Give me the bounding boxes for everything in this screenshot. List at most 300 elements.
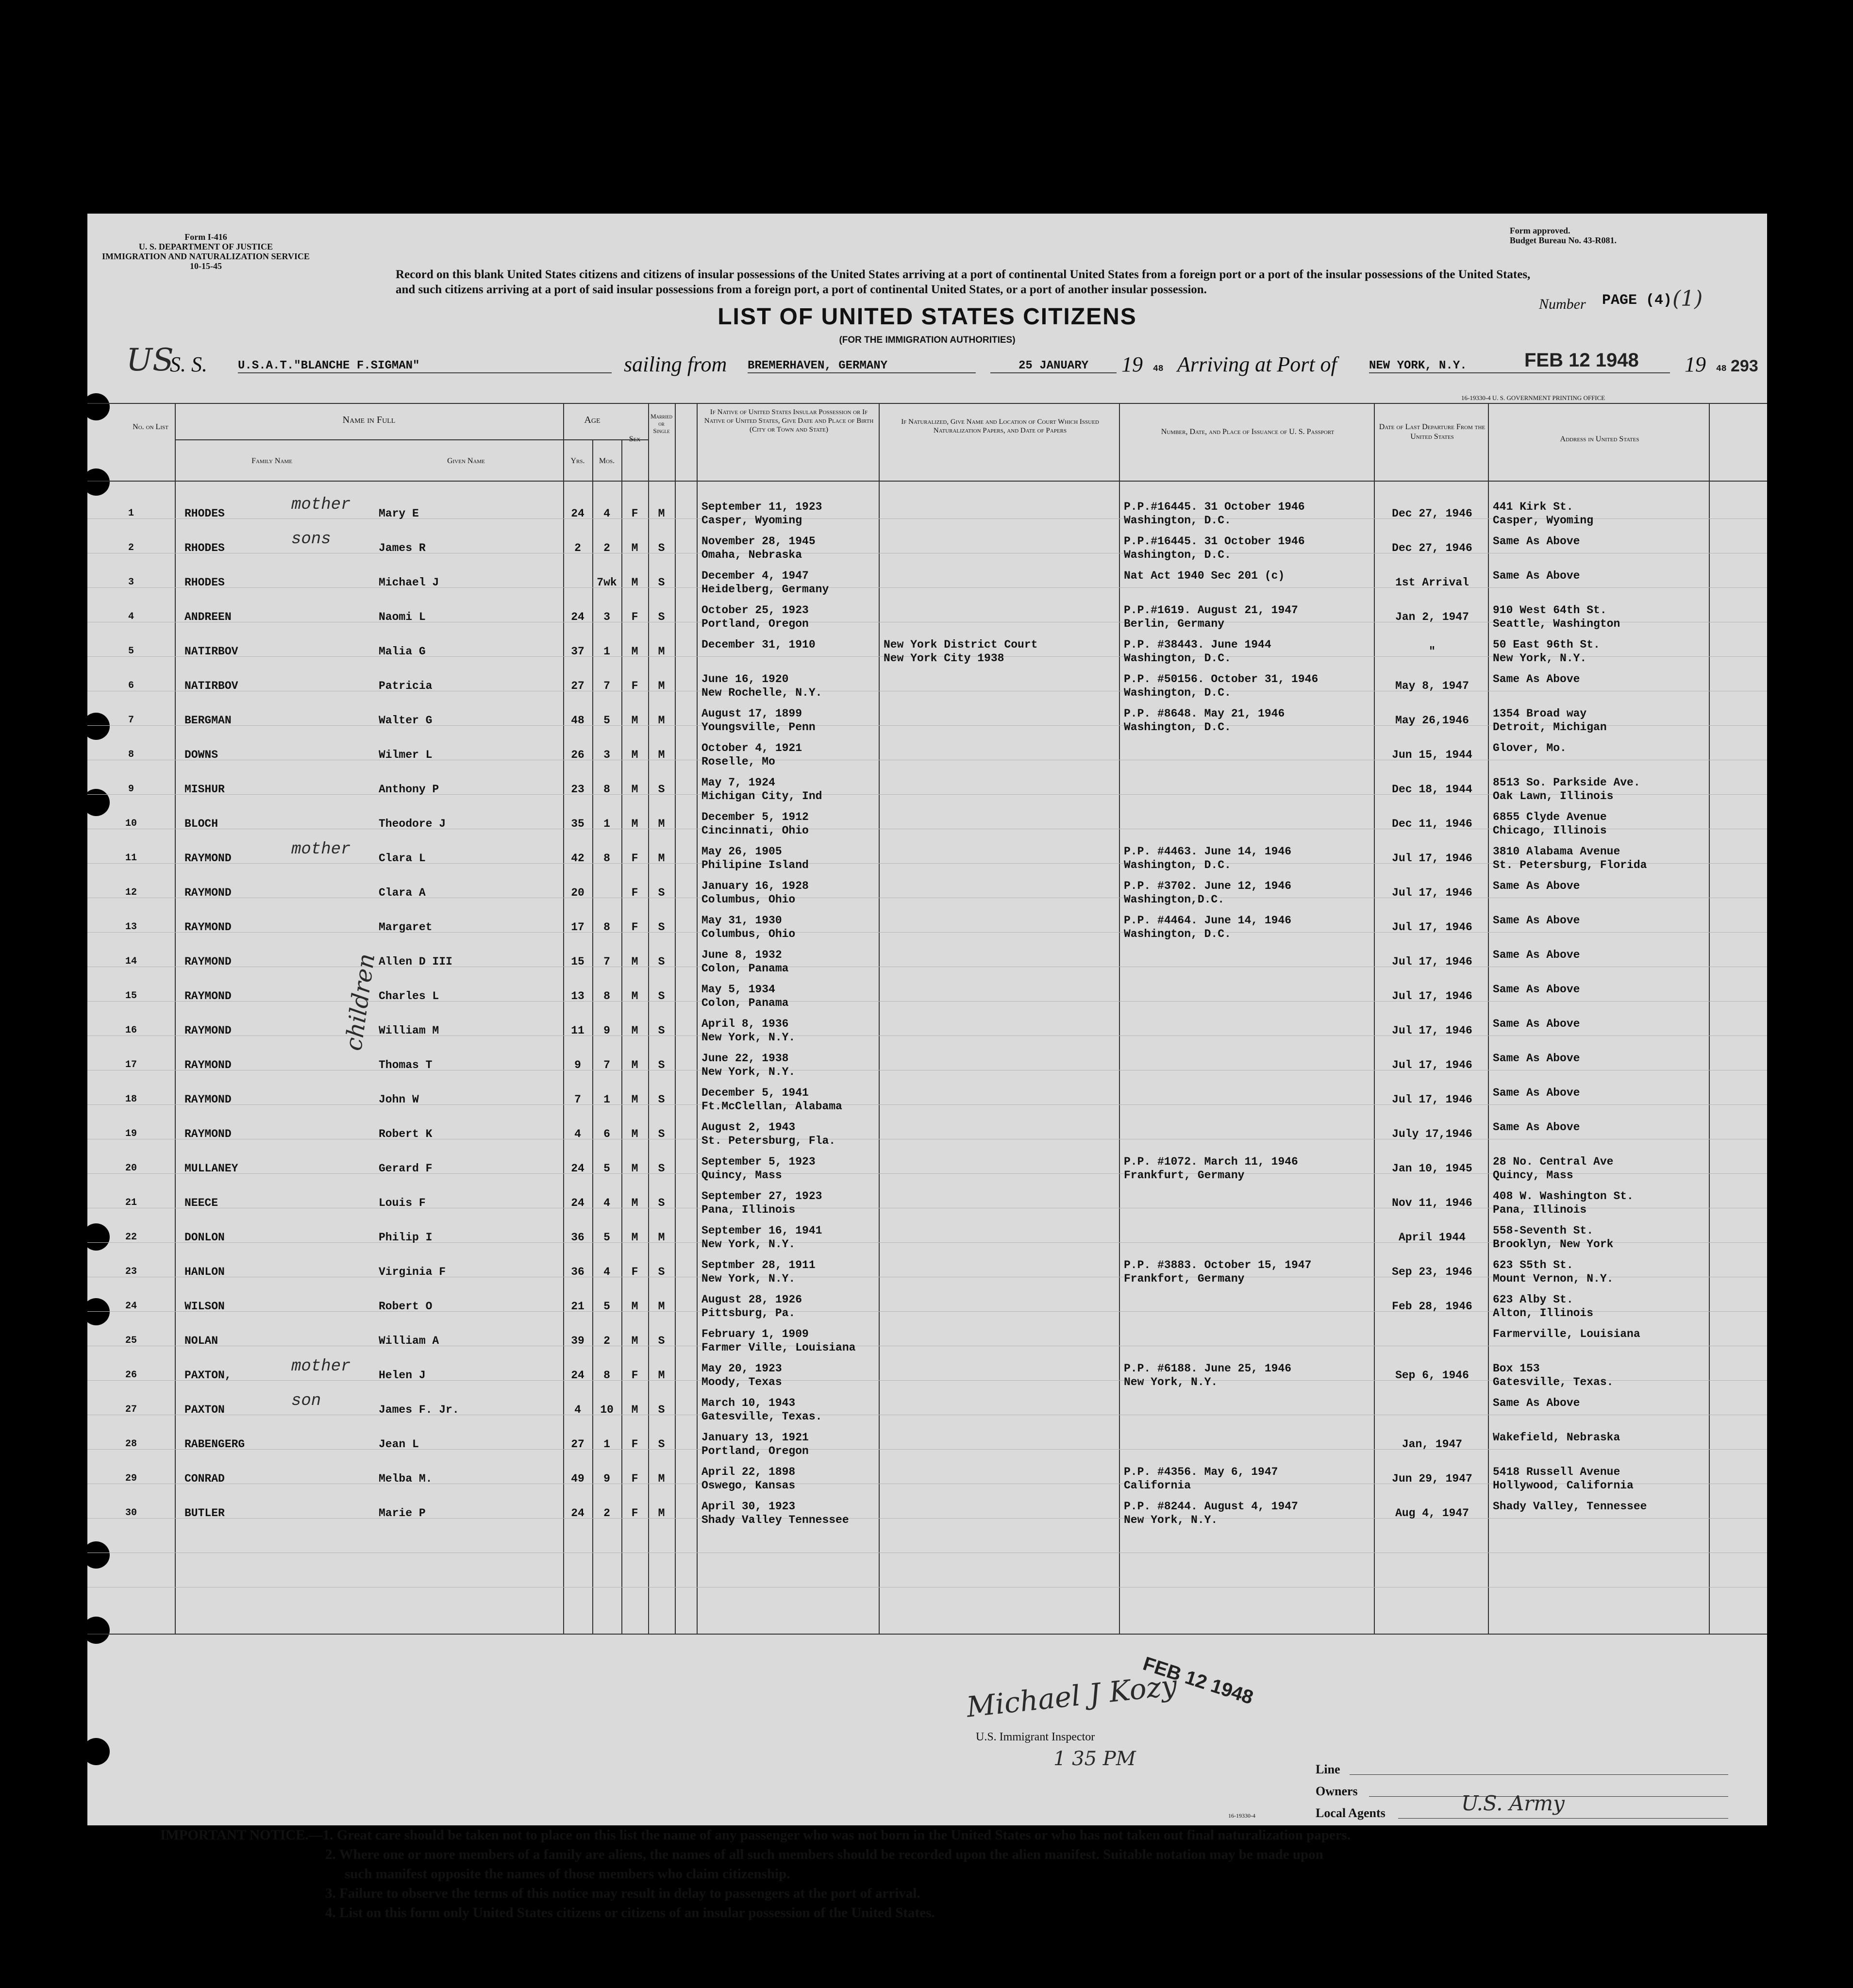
row-mos: 7 (603, 1059, 610, 1071)
row-birth1: September 27, 1923 (701, 1190, 822, 1203)
row-birth1: August 17, 1899 (701, 707, 802, 720)
row-ms: M (658, 1369, 665, 1382)
row-birth2: Colon, Panama (701, 962, 789, 975)
row-dep: Jul 17, 1946 (1392, 1059, 1472, 1071)
row-birth2: Gatesville, Texas. (701, 1410, 822, 1423)
row-family: RAYMOND (184, 1128, 232, 1140)
row-mos: 3 (603, 611, 610, 623)
row-mos: 8 (603, 783, 610, 796)
row-mos: 1 (603, 645, 610, 658)
row-sex: M (631, 990, 638, 1002)
row-yrs: 17 (571, 921, 584, 934)
table-bottom-rule (87, 1634, 1767, 1635)
ss-label: S. S. (170, 352, 207, 376)
row-mos: 10 (600, 1403, 614, 1416)
row-given: Naomi L (379, 611, 426, 623)
row-birth2: New York, N.Y. (701, 1031, 796, 1044)
row-dep: Jul 17, 1946 (1392, 1024, 1472, 1037)
header-years: Yrs. (570, 457, 585, 465)
row-yrs: 13 (571, 990, 584, 1002)
row-birth2: St. Petersburg, Fla. (701, 1135, 836, 1147)
row-no: 8 (128, 749, 134, 760)
row-birth1: Septmber 28, 1911 (701, 1259, 816, 1271)
row-addr1: 50 East 96th St. (1493, 638, 1600, 651)
row-family: RHODES (184, 576, 225, 589)
row-mos: 1 (603, 1438, 610, 1451)
arrival-port: NEW YORK, N.Y. (1369, 359, 1670, 373)
row-given: Theodore J (379, 818, 446, 830)
departure-port: BREMERHAVEN, GERMANY (748, 359, 976, 373)
row-pp1: P.P. #50156. October 31, 1946 (1124, 673, 1319, 685)
row-family: RAYMOND (184, 955, 232, 968)
row-mos: 7wk (597, 576, 617, 589)
row-addr1: Same As Above (1493, 1121, 1580, 1134)
row-yrs: 26 (571, 749, 584, 761)
row-yrs: 39 (571, 1335, 584, 1347)
row-ms: S (658, 990, 665, 1002)
row-ms: S (658, 576, 665, 589)
row-no: 22 (125, 1232, 137, 1243)
row-birth2: Colon, Panama (701, 997, 789, 1009)
printing-office-code: 16-19330-4 U. S. GOVERNMENT PRINTING OFFICE (1461, 394, 1605, 401)
row-dep: Feb 28, 1946 (1392, 1300, 1472, 1313)
form-identification: Form I-416 U. S. DEPARTMENT OF JUSTICE IMMIGRATION AND NATURALIZATION SERVICE 10-15-45 (102, 232, 310, 271)
row-sex: M (631, 1231, 638, 1244)
row-pp1: P.P.#16445. 31 October 1946 (1124, 501, 1305, 513)
row-addr2: Oak Lawn, Illinois (1493, 790, 1614, 802)
row-yrs: 36 (571, 1231, 584, 1244)
row-family: ANDREEN (184, 611, 232, 623)
header-address: Address in United States (1560, 435, 1639, 443)
row-birth1: August 2, 1943 (701, 1121, 796, 1134)
row-birth2: New York, N.Y. (701, 1272, 796, 1285)
name-age-subheader-rule (175, 439, 648, 440)
row-birth1: April 22, 1898 (701, 1466, 796, 1478)
row-addr2: Brooklyn, New York (1493, 1238, 1614, 1251)
row-yrs: 20 (571, 886, 584, 899)
row-given: Walter G (379, 714, 433, 727)
row-birth1: December 31, 1910 (701, 638, 816, 651)
row-note: mother (291, 1357, 351, 1376)
row-birth1: March 10, 1943 (701, 1397, 796, 1409)
row-yrs: 21 (571, 1300, 584, 1313)
form-instructions: Record on this blank United States citizens and citizens of insular possessions of the United States arriving at a port of continental United States from a foreign port or a port of the insular possessions of the United States, and such citizens arriving at a port of said insular possessions from a foreign port, a port of continental United States, or a port of another insular possession. (396, 268, 1531, 296)
row-addr2: Hollywood, California (1493, 1479, 1634, 1492)
row-sex: M (631, 542, 638, 554)
row-birth1: June 22, 1938 (701, 1052, 789, 1065)
row-dep: Aug 4, 1947 (1395, 1507, 1469, 1520)
row-birth2: Shady Valley Tennessee (701, 1514, 849, 1526)
row-birth1: October 25, 1923 (701, 604, 809, 617)
row-family: NEECE (184, 1197, 218, 1209)
inspector-date-stamp: FEB 12 1948 (1140, 1653, 1256, 1709)
row-no: 6 (128, 680, 134, 691)
row-sex: M (631, 1335, 638, 1347)
row-given: Charles L (379, 990, 439, 1002)
row-no: 24 (125, 1301, 137, 1312)
row-birth2: Omaha, Nebraska (701, 549, 802, 561)
row-birth1: May 20, 1923 (701, 1362, 782, 1375)
row-family: BUTLER (184, 1507, 225, 1520)
row-no: 5 (128, 646, 134, 657)
row-ms: S (658, 542, 665, 554)
row-dep: Jan, 1947 (1402, 1438, 1463, 1451)
row-addr1: Same As Above (1493, 914, 1580, 927)
row-pp2: Washington, D.C. (1124, 686, 1231, 699)
line-field-rule (1350, 1774, 1728, 1775)
row-addr1: Same As Above (1493, 949, 1580, 961)
children-note: children (340, 952, 381, 1052)
row-pp2: Frankfort, Germany (1124, 1272, 1245, 1285)
row-given: Allen D III (379, 955, 452, 968)
row-family: NATIRBOV (184, 645, 238, 658)
binder-hole-icon (83, 1541, 110, 1569)
row-sex: M (631, 1024, 638, 1037)
binder-hole-icon (83, 393, 110, 420)
row-given: Marie P (379, 1507, 426, 1520)
row-mos: 4 (603, 507, 610, 520)
row-no: 3 (128, 577, 134, 588)
row-mos: 5 (603, 1300, 610, 1313)
row-yrs: 15 (571, 955, 584, 968)
notice-item-4: 4. List on this form only United States citizens or citizens of an insular possession of the United States. (325, 1905, 935, 1921)
row-no: 25 (125, 1335, 137, 1346)
row-no: 12 (125, 887, 137, 898)
row-birth1: October 4, 1921 (701, 742, 802, 754)
row-sex: F (631, 886, 638, 899)
row-addr1: 623 Alby St. (1493, 1293, 1573, 1306)
row-dep: Dec 27, 1946 (1392, 507, 1472, 520)
header-family-name: Family Name (251, 457, 292, 465)
row-ms: S (658, 611, 665, 623)
row-yrs: 48 (571, 714, 584, 727)
row-addr1: 558-Seventh St. (1493, 1224, 1594, 1237)
row-addr2: Seattle, Washington (1493, 618, 1620, 630)
row-addr1: Same As Above (1493, 535, 1580, 548)
row-yrs: 24 (571, 611, 584, 623)
row-ms: S (658, 1128, 665, 1140)
row-family: BLOCH (184, 818, 218, 830)
row-addr1: Same As Above (1493, 880, 1580, 892)
row-no: 30 (125, 1507, 137, 1519)
row-no: 26 (125, 1370, 137, 1381)
row-sex: M (631, 1300, 638, 1313)
row-mos: 5 (603, 1162, 610, 1175)
row-family: BERGMAN (184, 714, 232, 727)
row-pp2: Washington, D.C. (1124, 652, 1231, 665)
row-family: DOWNS (184, 749, 218, 761)
header-list-number: No. on List (133, 423, 168, 431)
row-pp1: P.P. #3702. June 12, 1946 (1124, 880, 1292, 892)
notice-item-3: 3. Failure to observe the terms of this notice may result in delay to passengers at the port of arrival. (325, 1886, 920, 1901)
row-no: 18 (125, 1094, 137, 1105)
row-family: RAYMOND (184, 921, 232, 934)
form-title: LIST OF UNITED STATES CITIZENS (718, 304, 1137, 330)
row-given: Robert K (379, 1128, 433, 1140)
row-note: mother (291, 840, 351, 859)
row-sex: F (631, 1472, 638, 1485)
row-no: 15 (125, 990, 137, 1002)
row-family: RHODES (184, 542, 225, 554)
row-ms: M (658, 1300, 665, 1313)
row-addr2: Detroit, Michigan (1493, 721, 1607, 734)
row-pp1: P.P. #6188. June 25, 1946 (1124, 1362, 1292, 1375)
row-family: PAXTON (184, 1403, 225, 1416)
row-dep: Jul 17, 1946 (1392, 1093, 1472, 1106)
row-ms: S (658, 886, 665, 899)
row-ms: M (658, 749, 665, 761)
row-family: RABENGERG (184, 1438, 245, 1451)
row-birth1: December 5, 1941 (701, 1086, 809, 1099)
row-sex: M (631, 1162, 638, 1175)
page-number: PAGE (4) (1602, 292, 1672, 309)
row-birth2: Pittsburg, Pa. (701, 1307, 796, 1320)
row-yrs: 23 (571, 783, 584, 796)
footer-print-code: 16-19330-4 (1228, 1812, 1255, 1819)
row-no: 7 (128, 715, 134, 726)
row-mos: 1 (603, 1093, 610, 1106)
row-family: RAYMOND (184, 990, 232, 1002)
row-addr2: New York, N.Y. (1493, 652, 1587, 665)
row-mos: 2 (603, 1335, 610, 1347)
row-addr1: Same As Above (1493, 1052, 1580, 1065)
row-addr1: Wakefield, Nebraska (1493, 1431, 1620, 1444)
row-sex: M (631, 818, 638, 830)
row-mos: 3 (603, 749, 610, 761)
row-birth1: February 1, 1909 (701, 1328, 809, 1340)
row-dep: Sep 6, 1946 (1395, 1369, 1469, 1382)
row-addr2: Pana, Illinois (1493, 1203, 1587, 1216)
row-dep: Dec 18, 1944 (1392, 783, 1472, 796)
row-given: Clara L (379, 852, 426, 865)
notice-item-2-cont: such manifest opposite the names of those members who claim citizenship. (345, 1866, 790, 1882)
row-birth1: September 11, 1923 (701, 501, 822, 513)
row-sex: M (631, 783, 638, 796)
row-ms: M (658, 1472, 665, 1485)
row-given: Mary E (379, 507, 419, 520)
row-sex: M (631, 1197, 638, 1209)
row-dep: Jul 17, 1946 (1392, 955, 1472, 968)
row-pp1: P.P. #4463. June 14, 1946 (1124, 845, 1292, 858)
row-note: son (291, 1392, 321, 1410)
binder-hole-icon (83, 1617, 110, 1644)
header-birth: If Native of United States Insular Possession or If Native of United States, Give Date and Place of Birth (City or Town and State) (704, 408, 874, 434)
row-family: RAYMOND (184, 886, 232, 899)
row-birth2: New York, N.Y. (701, 1238, 796, 1251)
row-pp2: Washington,D.C. (1124, 893, 1225, 906)
row-pp2: New York, N.Y. (1124, 1376, 1218, 1388)
arrival-year: 48 (1716, 364, 1727, 374)
row-pp1: P.P. #4356. May 6, 1947 (1124, 1466, 1278, 1478)
row-sex: M (631, 714, 638, 727)
row-birth2: Cincinnati, Ohio (701, 824, 809, 837)
arriving-at-label: Arriving at Port of (1177, 352, 1337, 376)
row-dep: 1st Arrival (1395, 576, 1469, 589)
row-no: 28 (125, 1438, 137, 1450)
row-given: Philip I (379, 1231, 433, 1244)
row-no: 11 (125, 852, 137, 864)
row-dep: " (1429, 645, 1436, 658)
header-months: Mos. (599, 457, 615, 465)
row-birth1: May 5, 1934 (701, 983, 775, 996)
row-given: Melba M. (379, 1472, 433, 1485)
row-family: RAYMOND (184, 1024, 232, 1037)
row-family: MULLANEY (184, 1162, 238, 1175)
row-given: Anthony P (379, 783, 439, 796)
row-sex: M (631, 576, 638, 589)
owners-label: Owners (1316, 1784, 1358, 1798)
row-no: 20 (125, 1163, 137, 1174)
header-naturalization: If Naturalized, Give Name and Location of Court Which Issued Naturalization Papers, and Date of Papers (901, 418, 1099, 434)
row-no: 19 (125, 1128, 137, 1139)
row-mos: 2 (603, 542, 610, 554)
row-given: Clara A (379, 886, 426, 899)
row-pp1: P.P.#16445. 31 October 1946 (1124, 535, 1305, 548)
header-passport: Number, Date, and Place of Issuance of U. S. Passport (1161, 428, 1335, 436)
row-dep: Jan 10, 1945 (1392, 1162, 1472, 1175)
notice-title: IMPORTANT NOTICE.— (160, 1827, 323, 1843)
row-addr2: Alton, Illinois (1493, 1307, 1594, 1320)
row-family: CONRAD (184, 1472, 225, 1485)
row-dep: Jul 17, 1946 (1392, 921, 1472, 934)
row-birth2: Michigan City, Ind (701, 790, 822, 802)
row-birth2: Moody, Texas (701, 1376, 782, 1388)
row-sex: F (631, 921, 638, 934)
row-dep: Jul 17, 1946 (1392, 990, 1472, 1002)
row-sex: M (631, 1128, 638, 1140)
row-yrs: 36 (571, 1266, 584, 1278)
header-age: Age (584, 415, 601, 425)
row-no: 4 (128, 611, 134, 622)
row-no: 2 (128, 542, 134, 553)
row-ms: M (658, 714, 665, 727)
row-birth1: April 8, 1936 (701, 1018, 789, 1030)
row-ms: M (658, 1231, 665, 1244)
row-birth1: May 31, 1930 (701, 914, 782, 927)
year-prefix: 19 (1121, 352, 1143, 376)
arrival-date-stamp: FEB 12 1948 (1524, 350, 1639, 371)
row-sex: F (631, 1266, 638, 1278)
row-mos: 5 (603, 1231, 610, 1244)
row-birth1: September 5, 1923 (701, 1155, 816, 1168)
row-addr1: Shady Valley, Tennessee (1493, 1500, 1647, 1513)
header-last-departure: Date of Last Departure From the United States (1379, 423, 1486, 441)
binder-hole-icon (83, 468, 110, 496)
row-birth2: Farmer Ville, Louisiana (701, 1341, 856, 1354)
row-pp2: Washington, D.C. (1124, 928, 1231, 940)
row-birth1: June 8, 1932 (701, 949, 782, 961)
notice-item-2: 2. Where one or more members of a family are aliens, the names of all such members should be recorded upon the alien manifest. Suitable notation may be made upon (325, 1847, 1323, 1862)
row-addr1: 623 S5th St. (1493, 1259, 1573, 1271)
row-yrs: 2 (574, 542, 581, 554)
row-addr1: 5418 Russell Avenue (1493, 1466, 1620, 1478)
row-family: MISHUR (184, 783, 225, 796)
row-dep: Sep 23, 1946 (1392, 1266, 1472, 1278)
line-label: Line (1316, 1762, 1340, 1776)
row-no: 14 (125, 956, 137, 967)
row-pp1: P.P. #38443. June 1944 (1124, 638, 1271, 651)
row-no: 9 (128, 784, 134, 795)
row-ms: S (658, 1197, 665, 1209)
row-yrs: 27 (571, 680, 584, 692)
row-dep: Jun 29, 1947 (1392, 1472, 1472, 1485)
row-birth1: December 4, 1947 (701, 569, 809, 582)
row-addr2: Mount Vernon, N.Y. (1493, 1272, 1614, 1285)
row-sex: F (631, 852, 638, 865)
row-family: HANLON (184, 1266, 225, 1278)
row-mos: 1 (603, 818, 610, 830)
row-pp1: Nat Act 1940 Sec 201 (c) (1124, 569, 1285, 582)
row-pp2: Washington, D.C. (1124, 514, 1231, 527)
row-birth2: Philipine Island (701, 859, 809, 871)
row-addr1: 28 No. Central Ave (1493, 1155, 1614, 1168)
row-yrs: 42 (571, 852, 584, 865)
row-birth2: Quincy, Mass (701, 1169, 782, 1182)
notice-item-1: 1. Great care should be taken not to place on this list the name of any passenger who was not born in the United States or who has not taken out final naturalization papers. (322, 1827, 1351, 1843)
row-dep: May 8, 1947 (1395, 680, 1469, 692)
row-dep: Dec 27, 1946 (1392, 542, 1472, 554)
local-agents-value: U.S. Army (1461, 1791, 1565, 1815)
row-birth2: Ft.McClellan, Alabama (701, 1100, 842, 1113)
row-ms: M (658, 645, 665, 658)
inspector-title: U.S. Immigrant Inspector (976, 1731, 1095, 1743)
row-given: Malia G (379, 645, 426, 658)
row-sex: F (631, 507, 638, 520)
row-sex: M (631, 645, 638, 658)
row-addr1: 441 Kirk St. (1493, 501, 1573, 513)
row-dep: Dec 11, 1946 (1392, 818, 1472, 830)
row-dep: July 17,1946 (1392, 1128, 1472, 1140)
row-family: DONLON (184, 1231, 225, 1244)
row-birth1: April 30, 1923 (701, 1500, 796, 1513)
row-mos: 4 (603, 1266, 610, 1278)
row-birth1: June 16, 1920 (701, 673, 789, 685)
sailing-from-label: sailing from (624, 352, 727, 376)
row-no: 23 (125, 1266, 137, 1277)
row-ms: S (658, 1403, 665, 1416)
row-birth1: August 28, 1926 (701, 1293, 802, 1306)
row-family: NATIRBOV (184, 680, 238, 692)
row-ms: M (658, 1507, 665, 1520)
row-yrs: 9 (574, 1059, 581, 1071)
budget-approval: Form approved. Budget Bureau No. 43-R081. (1509, 226, 1617, 245)
row-addr1: Box 153 (1493, 1362, 1540, 1375)
row-birth1: May 7, 1924 (701, 776, 775, 789)
row-dep: Jul 17, 1946 (1392, 886, 1472, 899)
row-mos: 7 (603, 955, 610, 968)
row-given: Virginia F (379, 1266, 446, 1278)
row-no: 13 (125, 921, 137, 933)
row-no: 29 (125, 1473, 137, 1484)
row-given: William A (379, 1335, 439, 1347)
row-sex: M (631, 1403, 638, 1416)
row-pp1: P.P. #4464. June 14, 1946 (1124, 914, 1292, 927)
row-birth1: May 26, 1905 (701, 845, 782, 858)
row-pp2: Berlin, Germany (1124, 618, 1225, 630)
row-sex: M (631, 955, 638, 968)
row-ms: M (658, 680, 665, 692)
row-dep: Nov 11, 1946 (1392, 1197, 1472, 1209)
row-yrs: 24 (571, 1197, 584, 1209)
row-no: 1 (128, 508, 134, 519)
row-given: Wilmer L (379, 749, 433, 761)
row-addr2: St. Petersburg, Florida (1493, 859, 1647, 871)
manifest-page (87, 214, 1767, 1921)
row-given: Jean L (379, 1438, 419, 1451)
row-birth2: Columbus, Ohio (701, 928, 796, 940)
row-birth2: Pana, Illinois (701, 1203, 796, 1216)
row-addr1: 3810 Alabama Avenue (1493, 845, 1620, 858)
